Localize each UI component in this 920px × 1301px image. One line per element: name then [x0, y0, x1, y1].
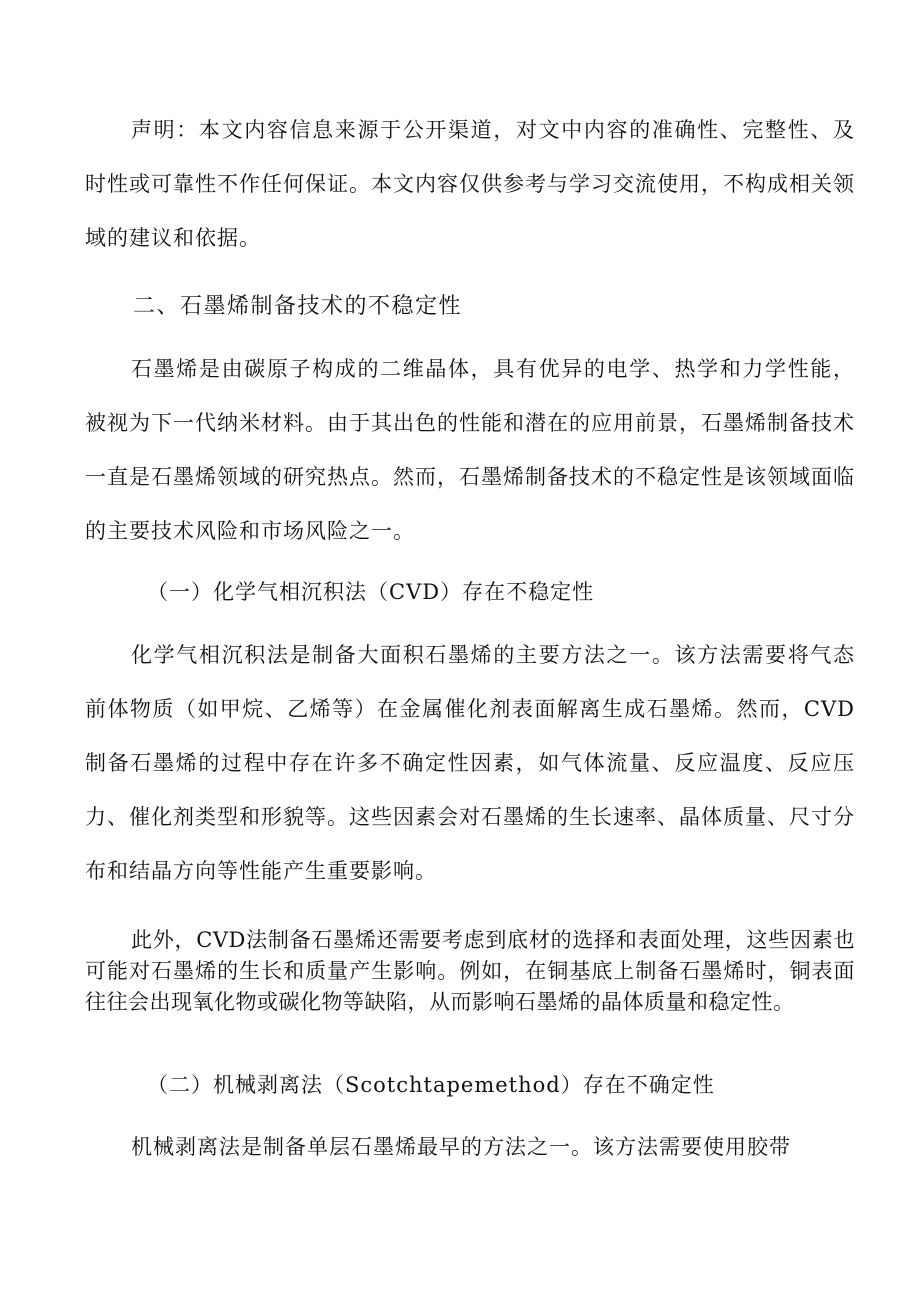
section-heading: 二、石墨烯制备技术的不稳定性 [133, 294, 463, 319]
cvd-substrate-paragraph: 此外，CVD法制备石墨烯还需要考虑到底材的选择和表面处理，这些因素也可能对石墨烯的生长和质量产生影响。例如，在铜基底上制备石墨烯时，铜表面往往会出现氧化物或碳化物等缺陷，从而影响石墨烯的晶体质量和稳定性。 [85, 928, 855, 1014]
subheading-mechanical-exfoliation: （二）机械剥离法（Scotchtapemethod）存在不确定性 [147, 1073, 715, 1097]
intro-paragraph: 石墨烯是由碳原子构成的二维晶体，具有优异的电学、热学和力学性能，被视为下一代纳米材料。由于其出色的性能和潜在的应用前景，石墨烯制备技术一直是石墨烯领域的研究热点。然而，石墨烯制备技术的不稳定性是该领域面临的主要技术风险和市场风险之一。 [85, 357, 855, 543]
mechanical-exfoliation-paragraph: 机械剥离法是制备单层石墨烯最早的方法之一。该方法需要使用胶带 [131, 1135, 791, 1159]
subheading-cvd: （一）化学气相沉积法（CVD）存在不稳定性 [147, 580, 595, 604]
cvd-paragraph: 化学气相沉积法是制备大面积石墨烯的主要方法之一。该方法需要将气态前体物质（如甲烷、乙烯等）在金属催化剂表面解离生成石墨烯。然而，CVD制备石墨烯的过程中存在许多不确定性因素，如气体流量、反应温度、反应压力、催化剂类型和形貌等。这些因素会对石墨烯的生长速率、晶体质量、尺寸分布和结晶方向等性能产生重要影响。 [85, 643, 855, 883]
disclaimer-paragraph: 声明：本文内容信息来源于公开渠道，对文中内容的准确性、完整性、及时性或可靠性不作任何保证。本文内容仅供参考与学习交流使用，不构成相关领域的建议和依据。 [85, 118, 855, 250]
